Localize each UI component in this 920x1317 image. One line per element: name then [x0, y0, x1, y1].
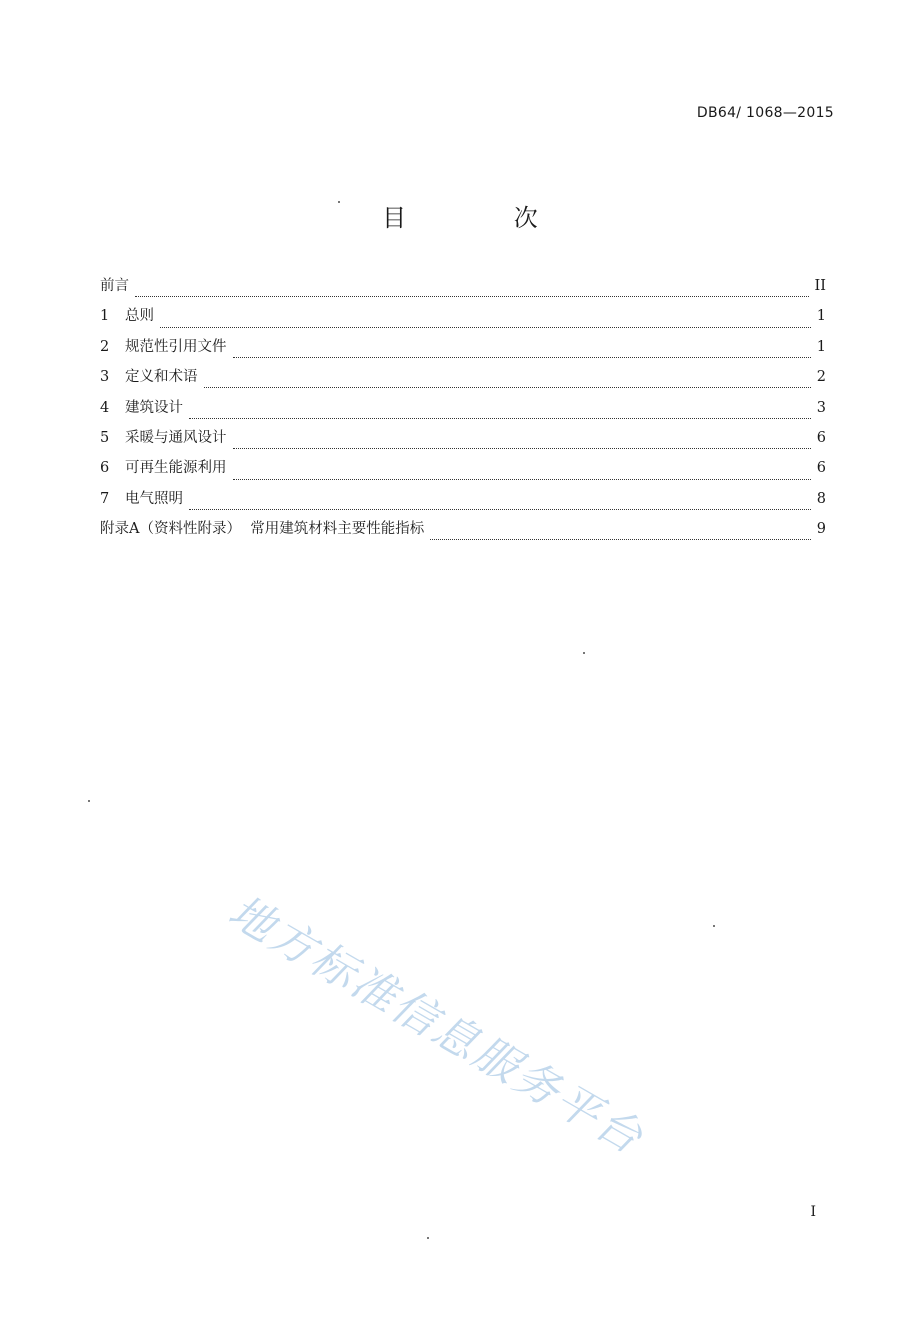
- scan-speck: [338, 201, 340, 203]
- toc-leader: [430, 538, 811, 540]
- toc-item-appendix-a[interactable]: [100, 518, 826, 548]
- toc-item-2[interactable]: [100, 336, 826, 366]
- toc-leader: [204, 386, 811, 388]
- toc-page: 1: [816, 338, 826, 355]
- toc-item-5[interactable]: [100, 427, 826, 457]
- toc-leader: [233, 478, 811, 480]
- toc-leader: [160, 326, 811, 328]
- toc-number: 2: [100, 338, 110, 355]
- toc-label: 规范性引用文件: [125, 338, 227, 355]
- toc-item-4[interactable]: [100, 397, 826, 427]
- toc-number: 1: [100, 308, 110, 325]
- toc-leader: [189, 417, 811, 419]
- page-title: 目 次: [382, 204, 588, 232]
- toc-label: 附录A（资料性附录） 常用建筑材料主要性能指标: [100, 521, 425, 538]
- toc-page: 9: [816, 521, 826, 538]
- toc-label: 总则: [125, 308, 154, 325]
- page-number: I: [810, 1204, 816, 1220]
- toc-number: 4: [100, 399, 110, 416]
- toc-label: 电气照明: [125, 490, 183, 507]
- toc-page: 6: [816, 460, 826, 477]
- toc-leader: [189, 508, 811, 510]
- scan-speck: [713, 925, 715, 927]
- toc-label: 前言: [100, 278, 129, 294]
- toc-leader: [233, 356, 811, 358]
- watermark: 地方标准信息服务平台: [220, 885, 653, 1165]
- toc-number: 7: [100, 490, 110, 507]
- toc-leader: [135, 295, 809, 297]
- toc-number: 6: [100, 460, 110, 477]
- toc-page: 1: [816, 308, 826, 325]
- toc-page: II: [814, 278, 826, 294]
- toc-leader: [233, 447, 811, 449]
- toc-page: 8: [816, 490, 826, 507]
- toc-item-3[interactable]: [100, 366, 826, 396]
- toc-item-6[interactable]: [100, 457, 826, 487]
- scan-speck: [88, 800, 90, 802]
- toc-number: 3: [100, 369, 110, 386]
- toc-number: 5: [100, 429, 110, 446]
- toc-label: 采暖与通风设计: [125, 429, 227, 446]
- table-of-contents: [100, 275, 826, 549]
- toc-label: 可再生能源利用: [125, 460, 227, 477]
- toc-label: 定义和术语: [125, 369, 198, 386]
- scan-speck: [427, 1237, 429, 1239]
- scan-speck: [583, 652, 585, 654]
- toc-item-foreword[interactable]: [100, 275, 826, 305]
- toc-item-7[interactable]: [100, 488, 826, 518]
- toc-page: 3: [816, 399, 826, 416]
- toc-item-1[interactable]: [100, 305, 826, 335]
- standard-code: DB64/ 1068—2015: [696, 105, 834, 121]
- toc-label: 建筑设计: [125, 399, 183, 416]
- toc-page: 2: [816, 369, 826, 386]
- toc-page: 6: [816, 429, 826, 446]
